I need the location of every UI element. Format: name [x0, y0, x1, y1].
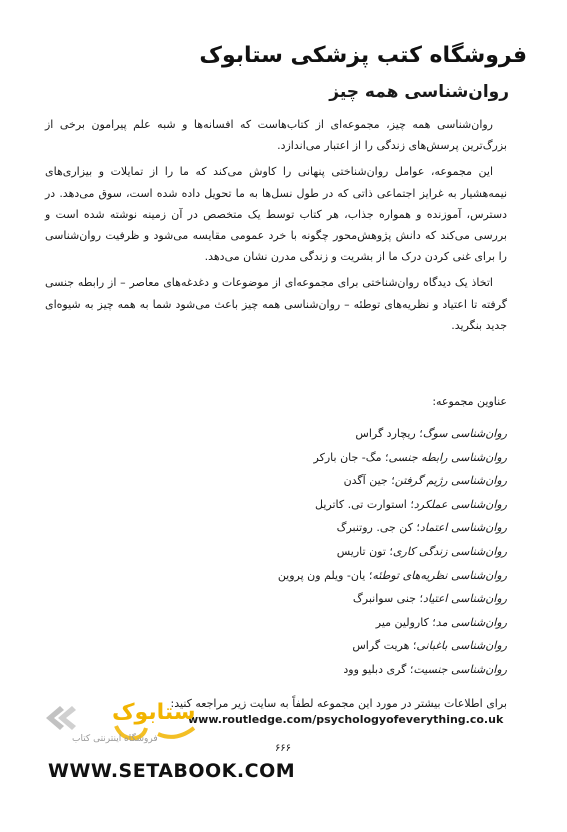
list-item: [47, 446, 507, 470]
paragraph-3: اتخاذ یک دیدگاه روان‌شناختی برای مجموعه‌ای از موضوعات و دغدغه‌های معاصر – از رابطه جنسی گرفته تا اعتیاد و نظریه‌های توطئه – روان‌شناسی همه چیز باعث می‌شود شما به همه چیز به شیوه‌ای جدید بنگرید.: [45, 276, 507, 332]
author-name: ؛ کن جی. روتنبرگ: [336, 521, 420, 535]
list-item: [47, 587, 507, 611]
author-name: ؛ جین آگدن: [343, 474, 395, 488]
list-item: [47, 493, 507, 517]
series-url-link[interactable]: www.routledge.com/psychologyofeverything.co.uk: [188, 713, 504, 726]
series-list-heading: عناوین مجموعه:: [432, 395, 507, 408]
series-name: روان‌شناسی نظریه‌های توطئه: [372, 568, 507, 582]
list-item: [47, 516, 507, 540]
store-title: فروشگاه کتب پزشکی ستابوک: [199, 43, 527, 68]
series-name: روان‌شناسی مد: [435, 615, 507, 629]
author-name: ؛ تون تاریس: [336, 544, 393, 558]
series-name: روان‌شناسی عملکرد: [413, 497, 507, 511]
series-titles-list: [47, 422, 507, 682]
book-title: روان‌شناسی همه چیز: [329, 82, 509, 102]
series-name: روان‌شناسی اعتیاد: [422, 592, 507, 606]
series-name: روان‌شناسی رژیم گرفتن: [394, 474, 507, 488]
series-name: روان‌شناسی رابطه جنسی: [388, 450, 507, 464]
intro-text: [45, 114, 507, 341]
list-item: [47, 469, 507, 493]
list-item: [47, 540, 507, 564]
paragraph-1: روان‌شناسی همه‌ چیز، مجموعه‌ای از کتاب‌هاست که افسانه‌ها و شبه علم پیرامون برخی از بزرگ‌ترین پرسش‌های زندگی را از اعتبار می‌اندازد.: [45, 118, 507, 153]
more-info-text: برای اطلاعات بیشتر در مورد این مجموعه لطفاً به سایت زیر مراجعه کنید:: [170, 697, 507, 710]
list-item: [47, 422, 507, 446]
series-name: روان‌شناسی اعتماد: [419, 521, 507, 535]
series-name: روان‌شناسی جنسیت: [413, 662, 507, 676]
paragraph-2: این مجموعه، عوامل روان‌شناختی پنهانی را کاوش می‌کند که ما را از تمایلات و بیزاری‌های نیمه‌هشیار به غرایز اجتماعی ذاتی که در طول نسل‌ها به ما تحویل داده شده است، سوق می‌دهد. در دسترس، آموزنده و همواره جذاب، هر کتاب توسط یک متخصص در آن زمینه نوشته شده است و بررسی می‌کند که دانش پژوهش‌محور چگونه با خرد عمومی مقایسه می‌شود و ظرفیت روان‌شناسی را برای غنی کردن درک ما از بشریت و زندگی مدرن نشان می‌دهد.: [45, 165, 507, 264]
series-name: روان‌شناسی زندگی کاری: [392, 544, 507, 558]
author-name: ؛ یان- ویلم ون پروین: [277, 568, 373, 582]
author-name: ؛ استوارت تی. کاتریل: [315, 497, 414, 511]
page-number: ۶۶۶: [274, 743, 292, 754]
author-name: ؛ گری دبلیو وود: [343, 662, 414, 676]
series-name: روان‌شناسی باغبانی: [416, 639, 507, 653]
author-name: ؛ کارولین میر: [375, 615, 436, 629]
author-name: ؛ ریچارد گراس: [355, 427, 423, 440]
author-name: ؛ جنی سوانبرگ: [352, 592, 423, 606]
watermark-site-url[interactable]: WWW.SETABOOK.COM: [48, 760, 296, 782]
author-name: ؛ مگ- جان بارکر: [313, 450, 389, 464]
list-item: [47, 658, 507, 682]
list-item: [47, 564, 507, 588]
watermark-brand: ستابوک: [112, 700, 196, 725]
series-name: روان‌شناسی سوگ: [422, 427, 507, 440]
author-name: ؛ هریت گراس: [352, 639, 417, 653]
list-item: [47, 611, 507, 635]
watermark-tagline: فروشگاه اینترنتی کتاب: [72, 734, 158, 744]
list-item: [47, 634, 507, 658]
